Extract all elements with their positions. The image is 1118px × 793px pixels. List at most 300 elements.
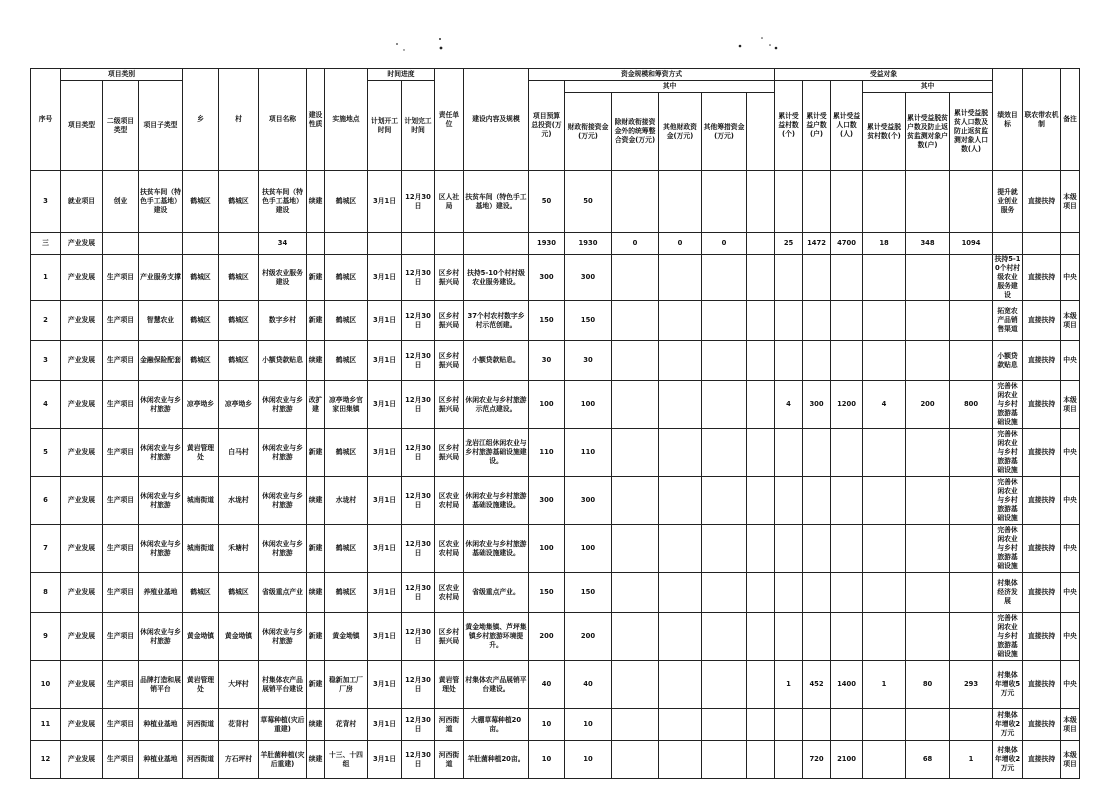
- cell-pv: [863, 255, 906, 301]
- cell-budget: 110: [529, 429, 565, 477]
- cell-ph: [906, 709, 950, 741]
- cell-seq: 3: [31, 341, 61, 381]
- cell-ph: [906, 429, 950, 477]
- cell-other_integrated: 0: [612, 233, 659, 255]
- cell-nature: 续建: [307, 171, 325, 233]
- col-seq: 序号: [31, 69, 61, 171]
- cell-pp: 800: [950, 381, 993, 429]
- cell-bp: [831, 525, 863, 573]
- cell-budget: 50: [529, 171, 565, 233]
- cell-village: 凉亭坳乡: [219, 381, 259, 429]
- cell-content: 休闲农业与乡村旅游基础设施建设。: [464, 477, 529, 525]
- cell-nature: 续建: [307, 741, 325, 779]
- cell-seq: 12: [31, 741, 61, 779]
- table-row: [31, 741, 1080, 779]
- cell-remark: 本级项目: [1061, 709, 1080, 741]
- cell-bp: 1200: [831, 381, 863, 429]
- cell-seq: 1: [31, 255, 61, 301]
- cell-location: 鹤城区: [325, 525, 368, 573]
- col-location: 实施地点: [325, 69, 368, 171]
- cell-ph: [906, 477, 950, 525]
- cell-other_integrated: [612, 613, 659, 661]
- cell-level2: 生产项目: [103, 661, 139, 709]
- cell-start: 3月1日: [368, 661, 402, 709]
- cell-level2: 生产项目: [103, 301, 139, 341]
- cell-goal: 村集体年增收5万元: [993, 661, 1023, 709]
- cell-link: 直接扶持: [1023, 477, 1061, 525]
- cell-remark: 中央: [1061, 341, 1080, 381]
- cell-type: 产业发展: [61, 477, 103, 525]
- cell-level2: 生产项目: [103, 741, 139, 779]
- cell-name: 34: [259, 233, 307, 255]
- cell-township: 鹤城区: [183, 573, 219, 613]
- cell-name: 数字乡村: [259, 301, 307, 341]
- cell-other_integrated: [612, 171, 659, 233]
- cell-name: 村级农业服务建设: [259, 255, 307, 301]
- cell-end: 12月30日: [402, 741, 435, 779]
- cell-other_integrated: [612, 301, 659, 341]
- cell-other_fiscal: [659, 429, 702, 477]
- cell-other_fiscal: [659, 301, 702, 341]
- cell-village: 大坪村: [219, 661, 259, 709]
- cell-start: 3月1日: [368, 341, 402, 381]
- cell-start: 3月1日: [368, 381, 402, 429]
- cell-subtype: 种植业基地: [139, 741, 183, 779]
- cell-start: 3月1日: [368, 171, 402, 233]
- scan-specks: [0, 0, 1118, 70]
- cell-blank-funding: [747, 573, 775, 613]
- cell-other_raised: [702, 171, 747, 233]
- cell-other_raised: [702, 741, 747, 779]
- cell-bp: 4700: [831, 233, 863, 255]
- table-body: [31, 171, 1080, 779]
- table-row: [31, 429, 1080, 477]
- cell-name: 扶贫车间（特色手工基地）建设: [259, 171, 307, 233]
- cell-bv: [775, 301, 803, 341]
- cell-other_fiscal: [659, 255, 702, 301]
- cell-end: 12月30日: [402, 661, 435, 709]
- cell-name: 休闲农业与乡村旅游: [259, 381, 307, 429]
- cell-village: 白马村: [219, 429, 259, 477]
- cell-other_integrated: [612, 573, 659, 613]
- cell-content: [464, 233, 529, 255]
- cell-type: 产业发展: [61, 661, 103, 709]
- col-remark: 备注: [1061, 69, 1080, 171]
- cell-bp: [831, 341, 863, 381]
- cell-township: 河西街道: [183, 709, 219, 741]
- cell-content: 37个村农村数字乡村示范创建。: [464, 301, 529, 341]
- cell-level2: 生产项目: [103, 381, 139, 429]
- cell-content: 村集体农产品展销平台建设。: [464, 661, 529, 709]
- cell-location: 鹤城区: [325, 429, 368, 477]
- cell-village: [219, 233, 259, 255]
- cell-pp: 293: [950, 661, 993, 709]
- cell-start: 3月1日: [368, 525, 402, 573]
- cell-other_fiscal: [659, 709, 702, 741]
- cell-village: 鹤城区: [219, 301, 259, 341]
- cell-link: 直接扶持: [1023, 741, 1061, 779]
- cell-goal: 拓宽农产品销售渠道: [993, 301, 1023, 341]
- cell-ph: [906, 301, 950, 341]
- cell-township: 鹤城区: [183, 301, 219, 341]
- cell-other_fiscal: [659, 741, 702, 779]
- cell-unit: 区人社局: [435, 171, 464, 233]
- cell-bp: [831, 613, 863, 661]
- cell-level2: 生产项目: [103, 255, 139, 301]
- cell-fiscal: 40: [565, 661, 612, 709]
- cell-other_raised: [702, 709, 747, 741]
- cell-type: 产业发展: [61, 255, 103, 301]
- cell-fiscal: 10: [565, 741, 612, 779]
- cell-bh: [803, 429, 831, 477]
- col-poverty-households: 累计受益脱贫户数及防止返贫监测对象户数(户): [906, 93, 950, 171]
- cell-unit: 区乡村振兴局: [435, 301, 464, 341]
- cell-bv: [775, 573, 803, 613]
- cell-bh: [803, 171, 831, 233]
- cell-blank-funding: [747, 233, 775, 255]
- col-content: 建设内容及规模: [464, 69, 529, 171]
- cell-ph: 68: [906, 741, 950, 779]
- cell-bp: [831, 573, 863, 613]
- col-village: 村: [219, 69, 259, 171]
- cell-content: 扶持5-10个村村级农业服务建设。: [464, 255, 529, 301]
- cell-type: 产业发展: [61, 233, 103, 255]
- cell-end: 12月30日: [402, 255, 435, 301]
- cell-content: 大棚草莓种植20亩。: [464, 709, 529, 741]
- col-start: 计划开工时间: [368, 81, 402, 171]
- cell-township: 凉亭坳乡: [183, 381, 219, 429]
- cell-remark: 中央: [1061, 255, 1080, 301]
- cell-content: 扶贫车间（特色手工基地）建设。: [464, 171, 529, 233]
- cell-unit: 区乡村振兴局: [435, 255, 464, 301]
- cell-goal: 扶持5-10个村村级农业服务建设: [993, 255, 1023, 301]
- cell-other_fiscal: [659, 341, 702, 381]
- cell-type: 产业发展: [61, 573, 103, 613]
- cell-budget: 100: [529, 525, 565, 573]
- cell-level2: 生产项目: [103, 341, 139, 381]
- cell-subtype: 种植业基地: [139, 709, 183, 741]
- cell-name: 小额贷款贴息: [259, 341, 307, 381]
- cell-start: 3月1日: [368, 709, 402, 741]
- cell-ph: [906, 525, 950, 573]
- cell-budget: 300: [529, 255, 565, 301]
- cell-unit: 区农业农村局: [435, 525, 464, 573]
- cell-bh: [803, 613, 831, 661]
- col-unit: 责任单位: [435, 69, 464, 171]
- cell-budget: 1930: [529, 233, 565, 255]
- cell-bp: [831, 429, 863, 477]
- cell-blank-funding: [747, 381, 775, 429]
- cell-subtype: 品牌打造和展销平台: [139, 661, 183, 709]
- cell-name: 休闲农业与乡村旅游: [259, 613, 307, 661]
- cell-location: [325, 233, 368, 255]
- cell-nature: 新建: [307, 301, 325, 341]
- cell-other_fiscal: [659, 477, 702, 525]
- cell-type: 产业发展: [61, 613, 103, 661]
- cell-village: 花背村: [219, 709, 259, 741]
- cell-seq: 8: [31, 573, 61, 613]
- cell-location: 黄金坳镇: [325, 613, 368, 661]
- cell-budget: 40: [529, 661, 565, 709]
- cell-nature: 续建: [307, 477, 325, 525]
- cell-start: 3月1日: [368, 613, 402, 661]
- cell-subtype: 扶贫车间（特色手工基地）建设: [139, 171, 183, 233]
- cell-bh: 1472: [803, 233, 831, 255]
- cell-end: [402, 233, 435, 255]
- cell-content: 省级重点产业。: [464, 573, 529, 613]
- cell-other_raised: [702, 525, 747, 573]
- cell-bp: [831, 255, 863, 301]
- cell-goal: 完善休闲农业与乡村旅游基础设施: [993, 613, 1023, 661]
- cell-budget: 10: [529, 709, 565, 741]
- cell-blank-funding: [747, 255, 775, 301]
- cell-bv: 4: [775, 381, 803, 429]
- cell-ph: [906, 341, 950, 381]
- table-row: [31, 573, 1080, 613]
- cell-name: 省级重点产业: [259, 573, 307, 613]
- cell-nature: 新建: [307, 525, 325, 573]
- cell-township: 鹤城区: [183, 255, 219, 301]
- cell-bh: 720: [803, 741, 831, 779]
- cell-budget: 10: [529, 741, 565, 779]
- cell-township: 黄岩管理处: [183, 429, 219, 477]
- cell-other_integrated: [612, 709, 659, 741]
- cell-end: 12月30日: [402, 613, 435, 661]
- cell-level2: 生产项目: [103, 477, 139, 525]
- cell-bh: [803, 525, 831, 573]
- cell-link: 直接扶持: [1023, 301, 1061, 341]
- cell-ph: 80: [906, 661, 950, 709]
- cell-pp: [950, 301, 993, 341]
- cell-bh: 452: [803, 661, 831, 709]
- cell-nature: 续建: [307, 709, 325, 741]
- cell-level2: 生产项目: [103, 573, 139, 613]
- cell-bv: [775, 477, 803, 525]
- cell-bv: [775, 709, 803, 741]
- cell-location: 水垅村: [325, 477, 368, 525]
- cell-township: 鹤城区: [183, 171, 219, 233]
- cell-type: 就业项目: [61, 171, 103, 233]
- cell-budget: 100: [529, 381, 565, 429]
- cell-seq: 2: [31, 301, 61, 341]
- cell-content: 龙岩江组休闲农业与乡村旅游基础设施建设。: [464, 429, 529, 477]
- group-beneficiaries: 受益对象: [775, 69, 993, 81]
- cell-pp: [950, 613, 993, 661]
- cell-link: 直接扶持: [1023, 341, 1061, 381]
- cell-other_fiscal: [659, 573, 702, 613]
- cell-township: 城南街道: [183, 477, 219, 525]
- cell-link: [1023, 233, 1061, 255]
- cell-link: 直接扶持: [1023, 381, 1061, 429]
- cell-fiscal: 200: [565, 613, 612, 661]
- cell-pp: 1: [950, 741, 993, 779]
- cell-fiscal: 100: [565, 525, 612, 573]
- cell-end: 12月30日: [402, 429, 435, 477]
- cell-nature: 改扩建: [307, 381, 325, 429]
- cell-bh: [803, 709, 831, 741]
- col-type: 项目类型: [61, 81, 103, 171]
- col-township: 乡: [183, 69, 219, 171]
- cell-remark: 本级项目: [1061, 381, 1080, 429]
- cell-type: 产业发展: [61, 381, 103, 429]
- cell-pp: [950, 171, 993, 233]
- cell-end: 12月30日: [402, 709, 435, 741]
- cell-remark: 中央: [1061, 661, 1080, 709]
- col-name: 项目名称: [259, 69, 307, 171]
- cell-blank-funding: [747, 171, 775, 233]
- cell-bh: [803, 301, 831, 341]
- cell-ph: 348: [906, 233, 950, 255]
- cell-type: 产业发展: [61, 741, 103, 779]
- cell-type: 产业发展: [61, 301, 103, 341]
- cell-ph: [906, 613, 950, 661]
- cell-type: 产业发展: [61, 525, 103, 573]
- cell-pp: [950, 573, 993, 613]
- cell-subtype: 休闲农业与乡村旅游: [139, 381, 183, 429]
- cell-start: 3月1日: [368, 301, 402, 341]
- cell-township: 河西街道: [183, 741, 219, 779]
- col-fiscal: 财政衔接资金(万元): [565, 93, 612, 171]
- cell-blank-funding: [747, 741, 775, 779]
- cell-bp: [831, 709, 863, 741]
- cell-fiscal: 30: [565, 341, 612, 381]
- cell-bv: 25: [775, 233, 803, 255]
- cell-subtype: 产业服务支撑: [139, 255, 183, 301]
- cell-township: 黄金坳镇: [183, 613, 219, 661]
- cell-end: 12月30日: [402, 477, 435, 525]
- cell-ph: [906, 171, 950, 233]
- project-table: [30, 68, 1080, 779]
- cell-bh: [803, 477, 831, 525]
- cell-nature: 新建: [307, 255, 325, 301]
- table-row: [31, 255, 1080, 301]
- cell-ph: [906, 255, 950, 301]
- cell-location: 鹤城区: [325, 171, 368, 233]
- cell-unit: 区乡村振兴局: [435, 613, 464, 661]
- cell-nature: 新建: [307, 661, 325, 709]
- cell-unit: [435, 233, 464, 255]
- cell-location: 鹤城区: [325, 301, 368, 341]
- cell-pv: [863, 709, 906, 741]
- cell-fiscal: 150: [565, 573, 612, 613]
- table-row: [31, 381, 1080, 429]
- cell-link: 直接扶持: [1023, 171, 1061, 233]
- cell-pv: 1: [863, 661, 906, 709]
- cell-pp: 1094: [950, 233, 993, 255]
- table-row: [31, 341, 1080, 381]
- cell-level2: 生产项目: [103, 613, 139, 661]
- cell-start: 3月1日: [368, 573, 402, 613]
- cell-location: 花背村: [325, 709, 368, 741]
- cell-seq: 3: [31, 171, 61, 233]
- cell-village: 水垅村: [219, 477, 259, 525]
- cell-other_raised: [702, 341, 747, 381]
- table-row: [31, 233, 1080, 255]
- col-other-raised: 其他筹措资金(万元): [702, 93, 747, 171]
- col-goal: 绩效目标: [993, 69, 1023, 171]
- cell-other_fiscal: [659, 171, 702, 233]
- cell-other_raised: [702, 429, 747, 477]
- cell-end: 12月30日: [402, 171, 435, 233]
- cell-pv: [863, 525, 906, 573]
- cell-pv: [863, 341, 906, 381]
- cell-bh: 300: [803, 381, 831, 429]
- cell-start: 3月1日: [368, 255, 402, 301]
- cell-subtype: 养殖业基地: [139, 573, 183, 613]
- cell-content: 休闲农业与乡村旅游基础设施建设。: [464, 525, 529, 573]
- cell-name: 草莓种植(灾后重建): [259, 709, 307, 741]
- group-funding: 资金规模和筹资方式: [529, 69, 775, 81]
- cell-nature: [307, 233, 325, 255]
- cell-budget: 150: [529, 301, 565, 341]
- cell-goal: 完善休闲农业与乡村旅游基础设施: [993, 429, 1023, 477]
- cell-other_integrated: [612, 429, 659, 477]
- cell-fiscal: 50: [565, 171, 612, 233]
- cell-goal: 小额贷款贴息: [993, 341, 1023, 381]
- col-other-integrated: 除财政衔接资金外的统筹整合资金(万元): [612, 93, 659, 171]
- cell-pp: [950, 429, 993, 477]
- cell-type: 产业发展: [61, 429, 103, 477]
- benef-qizhong: 其中: [863, 81, 993, 93]
- cell-unit: 区乡村振兴局: [435, 381, 464, 429]
- cell-end: 12月30日: [402, 301, 435, 341]
- cell-fiscal: 10: [565, 709, 612, 741]
- cell-name: 村集体农产品展销平台建设: [259, 661, 307, 709]
- cell-blank-funding: [747, 525, 775, 573]
- cell-location: 鹤城区: [325, 255, 368, 301]
- cell-bp: 1400: [831, 661, 863, 709]
- group-project-category: 项目类别: [61, 69, 183, 81]
- col-link: 联农带农机制: [1023, 69, 1061, 171]
- col-benef-people: 累计受益人口数(人): [831, 81, 863, 171]
- cell-level2: 生产项目: [103, 429, 139, 477]
- cell-name: 羊肚菌种植(灾后重建): [259, 741, 307, 779]
- cell-remark: 中央: [1061, 525, 1080, 573]
- cell-subtype: 智慧农业: [139, 301, 183, 341]
- cell-pv: [863, 477, 906, 525]
- cell-goal: 完善休闲农业与乡村旅游基础设施: [993, 477, 1023, 525]
- cell-end: 12月30日: [402, 525, 435, 573]
- cell-remark: 中央: [1061, 613, 1080, 661]
- table-row: [31, 661, 1080, 709]
- cell-location: 鹤城区: [325, 341, 368, 381]
- cell-nature: 续建: [307, 573, 325, 613]
- cell-unit: 区农业农村局: [435, 573, 464, 613]
- cell-budget: 30: [529, 341, 565, 381]
- cell-remark: 中央: [1061, 429, 1080, 477]
- cell-bv: 1: [775, 661, 803, 709]
- table-row: [31, 171, 1080, 233]
- cell-link: 直接扶持: [1023, 709, 1061, 741]
- table-row: [31, 301, 1080, 341]
- cell-pv: [863, 573, 906, 613]
- col-other-fiscal: 其他财政资金(万元): [659, 93, 702, 171]
- table-row: [31, 525, 1080, 573]
- cell-subtype: 休闲农业与乡村旅游: [139, 477, 183, 525]
- cell-unit: 河西街道: [435, 709, 464, 741]
- col-benef-households: 累计受益户数(户): [803, 81, 831, 171]
- cell-pv: 18: [863, 233, 906, 255]
- col-nature: 建设性质: [307, 69, 325, 171]
- cell-unit: 河西街道: [435, 741, 464, 779]
- cell-bp: [831, 301, 863, 341]
- cell-other_fiscal: 0: [659, 233, 702, 255]
- cell-unit: 区农业农村局: [435, 477, 464, 525]
- cell-budget: 300: [529, 477, 565, 525]
- cell-pv: [863, 741, 906, 779]
- cell-unit: 区乡村振兴局: [435, 341, 464, 381]
- cell-fiscal: 300: [565, 255, 612, 301]
